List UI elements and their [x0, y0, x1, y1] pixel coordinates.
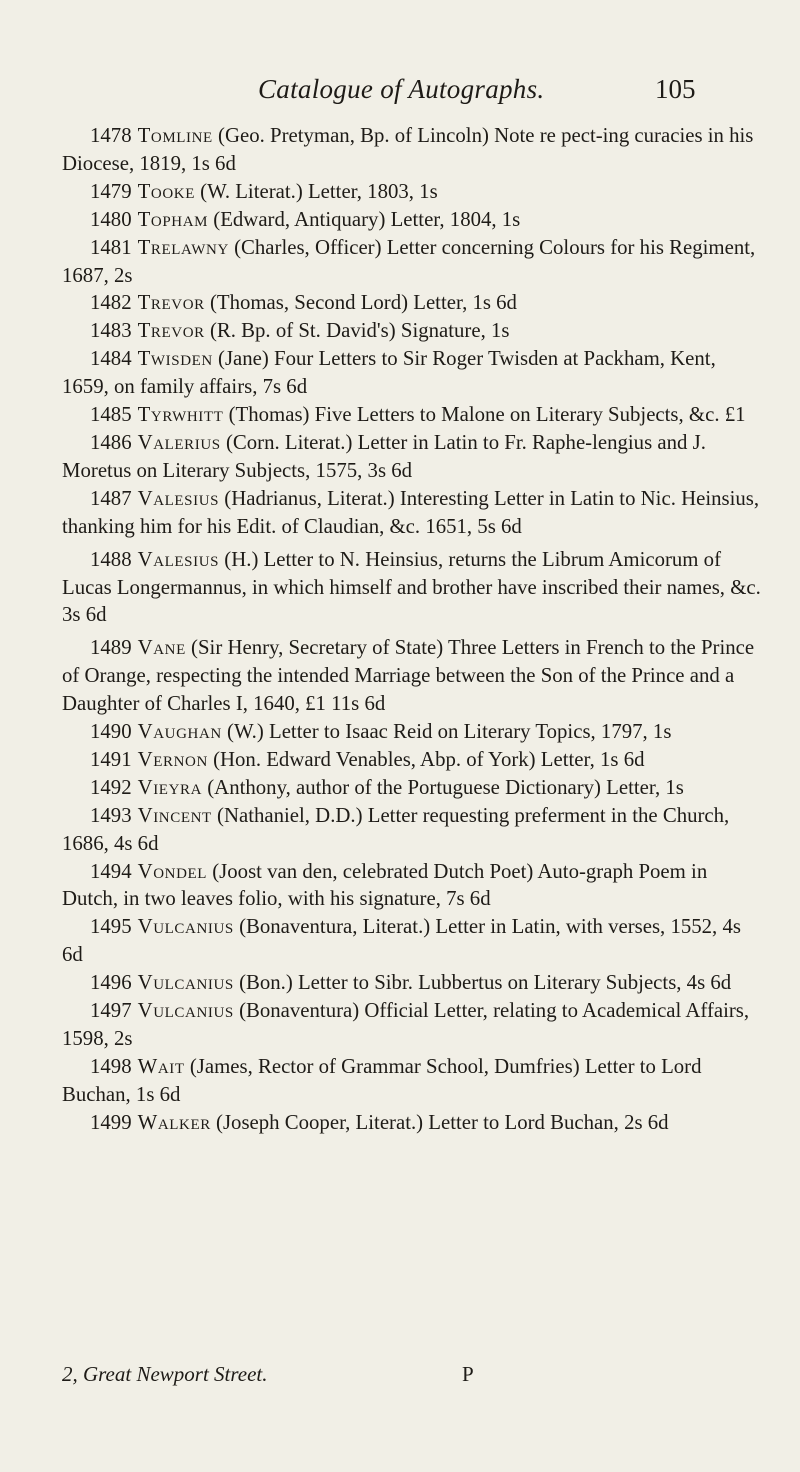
catalogue-entry: [62, 429, 762, 485]
entry-number: 1497: [90, 999, 132, 1023]
entry-text: (Nathaniel, D.D.) Letter requesting preferment in the Church, 1686, 4s 6d: [62, 803, 730, 855]
entry-number: 1484: [90, 347, 132, 371]
entry-name: Vaughan: [137, 720, 222, 744]
catalogue-entries: [62, 122, 762, 1137]
entry-number: 1486: [90, 430, 132, 454]
page-number: 105: [655, 74, 696, 104]
entry-text: (Hadrianus, Literat.) Interesting Letter in Latin to Nic. Heinsius, thanking him for his Edit. of Claudian, &c. 1651, 5s 6d: [62, 486, 760, 538]
entry-text: (Thomas, Second Lord) Letter, 1s 6d: [209, 291, 517, 315]
entry-number: 1492: [90, 775, 132, 799]
entry-name: Vieyra: [137, 775, 203, 799]
entry-number: 1489: [90, 636, 132, 660]
entry-number: 1498: [90, 1054, 132, 1078]
entry-number: 1485: [90, 403, 132, 427]
catalogue-entry: [62, 206, 762, 234]
entry-text: (Anthony, author of the Portuguese Dictionary) Letter, 1s: [207, 775, 684, 799]
entry-text: (Bonaventura) Official Letter, relating to Academical Affairs, 1598, 2s: [62, 999, 750, 1050]
catalogue-entry: [62, 774, 762, 802]
entry-name: Vernon: [137, 747, 208, 771]
catalogue-entry: [62, 634, 762, 718]
entry-number: 1487: [90, 486, 132, 510]
entry-name: Twisden: [137, 347, 213, 371]
entry-name: Vondel: [137, 859, 208, 883]
running-title: Catalogue of Autographs.: [258, 74, 545, 104]
entry-text: (Bon.) Letter to Sibr. Lubbertus on Literary Subjects, 4s 6d: [239, 971, 732, 995]
entry-text: (Joseph Cooper, Literat.) Letter to Lord Buchan, 2s 6d: [216, 1110, 669, 1134]
entry-name: Walker: [137, 1110, 211, 1134]
footer-imprint: 2, Great Newport Street.: [62, 1362, 268, 1386]
catalogue-entry: [62, 401, 762, 429]
entry-number: 1483: [90, 319, 132, 343]
entry-name: Vulcanius: [137, 915, 234, 939]
entry-name: Vulcanius: [137, 999, 234, 1023]
entry-number: 1481: [90, 235, 132, 259]
entry-number: 1491: [90, 747, 132, 771]
entry-text: (W.) Letter to Isaac Reid on Literary Topics, 1797, 1s: [227, 720, 672, 744]
entry-number: 1494: [90, 859, 132, 883]
catalogue-entry: [62, 345, 762, 401]
catalogue-entry: [62, 746, 762, 774]
catalogue-entry: [62, 289, 762, 317]
entry-text: (Thomas) Five Letters to Malone on Literary Subjects, &c. £1: [228, 403, 746, 427]
entry-text: (W. Literat.) Letter, 1803, 1s: [200, 179, 438, 203]
entry-number: 1496: [90, 971, 132, 995]
entry-text: (Bonaventura, Literat.) Letter in Latin, with verses, 1552, 4s 6d: [62, 915, 741, 967]
entry-text: (Geo. Pretyman, Bp. of Lincoln) Note re pect-ing curacies in his Diocese, 1819, 1s 6d: [62, 124, 754, 175]
entry-text: (Sir Henry, Secretary of State) Three Letters in French to the Prince of Orange, respecting the intended Marriage between the Son of the Prince and a Daughter of Charles I, 1640, £1 11s 6d: [62, 636, 755, 716]
entry-text: (Charles, Officer) Letter concerning Colours for his Regiment, 1687, 2s: [62, 235, 756, 287]
catalogue-entry: [62, 1053, 762, 1109]
entry-number: 1480: [90, 207, 132, 231]
entry-number: 1499: [90, 1110, 132, 1134]
catalogue-entry: [62, 718, 762, 746]
entry-name: Trelawny: [137, 235, 229, 259]
catalogue-entry: [62, 1109, 762, 1137]
entry-number: 1482: [90, 291, 132, 315]
page-footer: [62, 1362, 762, 1396]
entry-name: Valesius: [137, 486, 220, 510]
entry-text: (Edward, Antiquary) Letter, 1804, 1s: [213, 207, 521, 231]
entry-name: Tyrwhitt: [137, 403, 224, 427]
entry-text: (Corn. Literat.) Letter in Latin to Fr. Raphe-lengius and J. Moretus on Literary Subjects, 1575, 3s 6d: [62, 430, 706, 482]
catalogue-entry: [62, 858, 762, 914]
catalogue-entry: [62, 122, 762, 178]
entry-text: (Jane) Four Letters to Sir Roger Twisden at Packham, Kent, 1659, on family affairs, 7s 6d: [62, 347, 716, 399]
catalogue-entry: [62, 969, 762, 997]
entry-name: Valesius: [137, 547, 220, 571]
catalogue-entry: [62, 234, 762, 290]
catalogue-entry: [62, 317, 762, 345]
entry-number: 1488: [90, 547, 132, 571]
entry-name: Tomline: [137, 124, 213, 147]
entry-name: Wait: [137, 1054, 185, 1078]
entry-number: 1495: [90, 915, 132, 939]
entry-number: 1493: [90, 803, 132, 827]
catalogue-entry: [62, 802, 762, 858]
entry-name: Vincent: [137, 803, 212, 827]
entry-name: Vulcanius: [137, 971, 234, 995]
entry-text: (Joost van den, celebrated Dutch Poet) Auto-graph Poem in Dutch, in two leaves folio, with his signature, 7s 6d: [62, 859, 708, 911]
entry-text: (James, Rector of Grammar School, Dumfries) Letter to Lord Buchan, 1s 6d: [62, 1054, 702, 1106]
entry-name: Valerius: [137, 430, 221, 454]
catalogue-entry: [62, 997, 762, 1053]
catalogue-entry: [62, 913, 762, 969]
entry-text: (H.) Letter to N. Heinsius, returns the Librum Amicorum of Lucas Longermannus, in which himself and brother have inscribed their names, &c. 3s 6d: [62, 547, 761, 627]
entry-name: Topham: [137, 207, 209, 231]
entry-text: (R. Bp. of St. David's) Signature, 1s: [209, 319, 510, 343]
entry-number: 1490: [90, 720, 132, 744]
entry-number: 1478: [90, 124, 132, 147]
entry-name: Trevor: [137, 291, 205, 315]
catalogue-entry: [62, 485, 762, 541]
signature-mark: P: [462, 1362, 474, 1386]
entry-name: Vane: [137, 636, 186, 660]
catalogue-entry: [62, 178, 762, 206]
catalogue-entry: [62, 546, 762, 630]
entry-number: 1479: [90, 179, 132, 203]
entry-text: (Hon. Edward Venables, Abp. of York) Letter, 1s 6d: [213, 747, 645, 771]
entry-name: Trevor: [137, 319, 205, 343]
page-header: [0, 72, 800, 112]
entry-name: Tooke: [137, 179, 195, 203]
